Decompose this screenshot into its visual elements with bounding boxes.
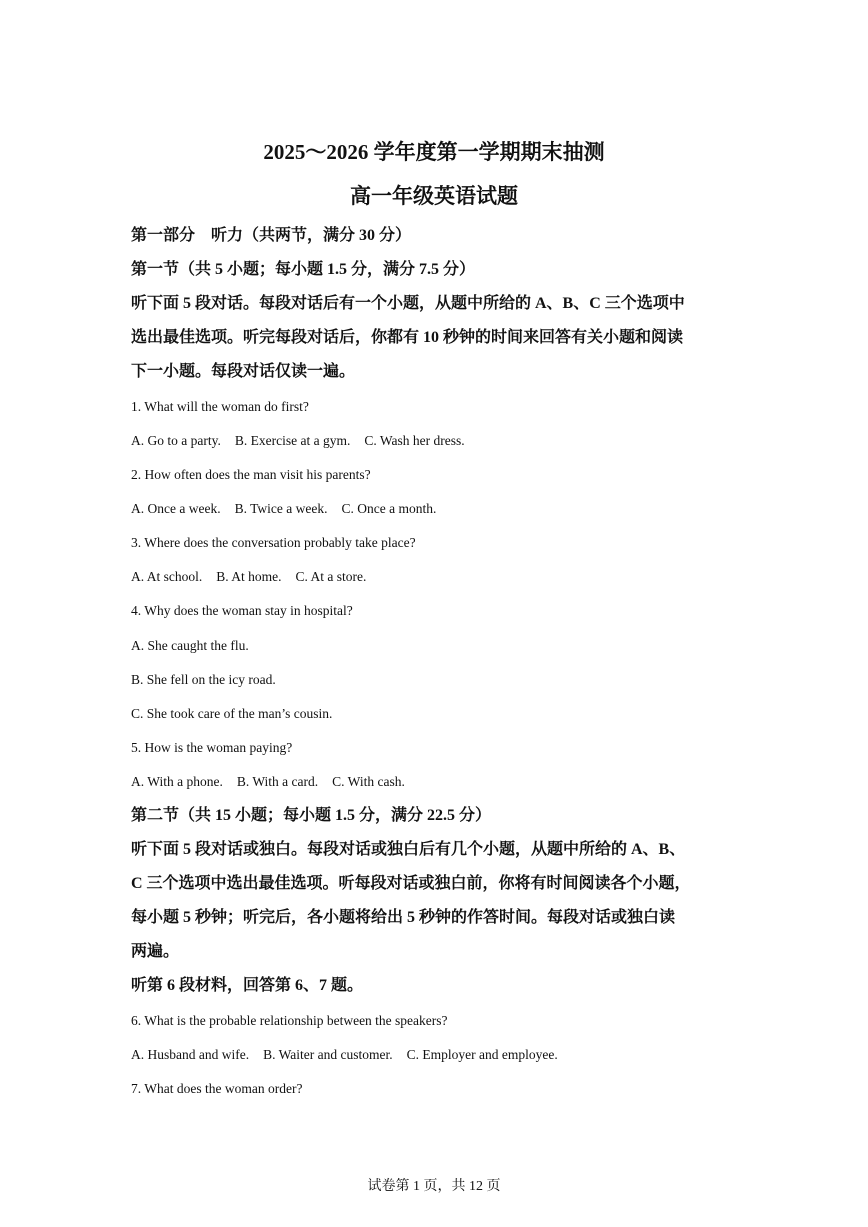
option-b: B. Exercise at a gym. <box>234 433 351 448</box>
section1-instruction-line: 选出最佳选项。听完每段对话后，你都有 10 秒钟的时间来回答有关小题和阅读 <box>131 329 684 346</box>
section2-instruction-line: 两遍。 <box>131 943 180 960</box>
question-1-options <box>131 431 465 451</box>
option-b: B. At home. <box>216 569 282 584</box>
question-1: 1. What will the woman do first? <box>131 399 309 414</box>
option-c: C. Once a month. <box>341 501 437 516</box>
question-5: 5. How is the woman paying? <box>131 740 293 755</box>
question-2-options <box>131 499 436 519</box>
question-5-options <box>131 772 405 792</box>
option-b: B. Twice a week. <box>234 501 328 516</box>
option-a: A. Once a week. <box>131 501 221 516</box>
question-2: 2. How often does the man visit his parents? <box>131 467 371 482</box>
question-3-options <box>131 567 366 587</box>
section2-instruction-line: 听下面 5 段对话或独白。每段对话或独白后有几个小题，从题中所给的 A、B、 <box>131 841 686 858</box>
material-6-heading: 听第 6 段材料，回答第 6、7 题。 <box>131 977 364 994</box>
section1-instruction-line: 下一小题。每段对话仅读一遍。 <box>131 363 356 380</box>
option-c: C. At a store. <box>295 569 367 584</box>
option-a: A. Husband and wife. <box>131 1047 250 1062</box>
option-c: C. She took care of the man’s cousin. <box>131 706 333 721</box>
option-a: A. She caught the flu. <box>131 638 249 653</box>
exam-subtitle: 高一年级英语试题 <box>350 184 518 208</box>
option-a: A. Go to a party. <box>131 433 221 448</box>
page-footer: 试卷第 1 页，共 12 页 <box>367 1179 501 1194</box>
option-a: A. With a phone. <box>131 774 223 789</box>
question-7: 7. What does the woman order? <box>131 1081 303 1096</box>
option-b: B. With a card. <box>236 774 319 789</box>
question-4: 4. Why does the woman stay in hospital? <box>131 603 353 618</box>
option-c: C. With cash. <box>332 774 405 789</box>
option-b: B. Waiter and customer. <box>263 1047 393 1062</box>
question-3: 3. Where does the conversation probably take place? <box>131 535 416 550</box>
option-b: B. She fell on the icy road. <box>131 672 276 687</box>
exam-title: 2025～2026 学年度第一学期期末抽测 <box>263 140 605 164</box>
section2-instruction-line: 每小题 5 秒钟；听完后，各小题将给出 5 秒钟的作答时间。每段对话或独白读 <box>131 909 676 926</box>
question-6-options <box>131 1045 558 1065</box>
option-a: A. At school. <box>131 569 203 584</box>
section2-instruction-line: C 三个选项中选出最佳选项。听每段对话或独白前，你将有时间阅读各个小题， <box>131 875 691 892</box>
section2-heading: 第二节（共 15 小题；每小题 1.5 分，满分 22.5 分） <box>131 807 492 824</box>
part1-heading: 第一部分 听力（共两节，满分 30 分） <box>131 227 412 244</box>
section1-instruction-line: 听下面 5 段对话。每段对话后有一个小题，从题中所给的 A、B、C 三个选项中 <box>131 295 685 312</box>
question-6: 6. What is the probable relationship between the speakers? <box>131 1013 448 1028</box>
option-c: C. Wash her dress. <box>364 433 465 448</box>
section1-heading: 第一节（共 5 小题；每小题 1.5 分，满分 7.5 分） <box>131 261 476 278</box>
option-c: C. Employer and employee. <box>406 1047 558 1062</box>
